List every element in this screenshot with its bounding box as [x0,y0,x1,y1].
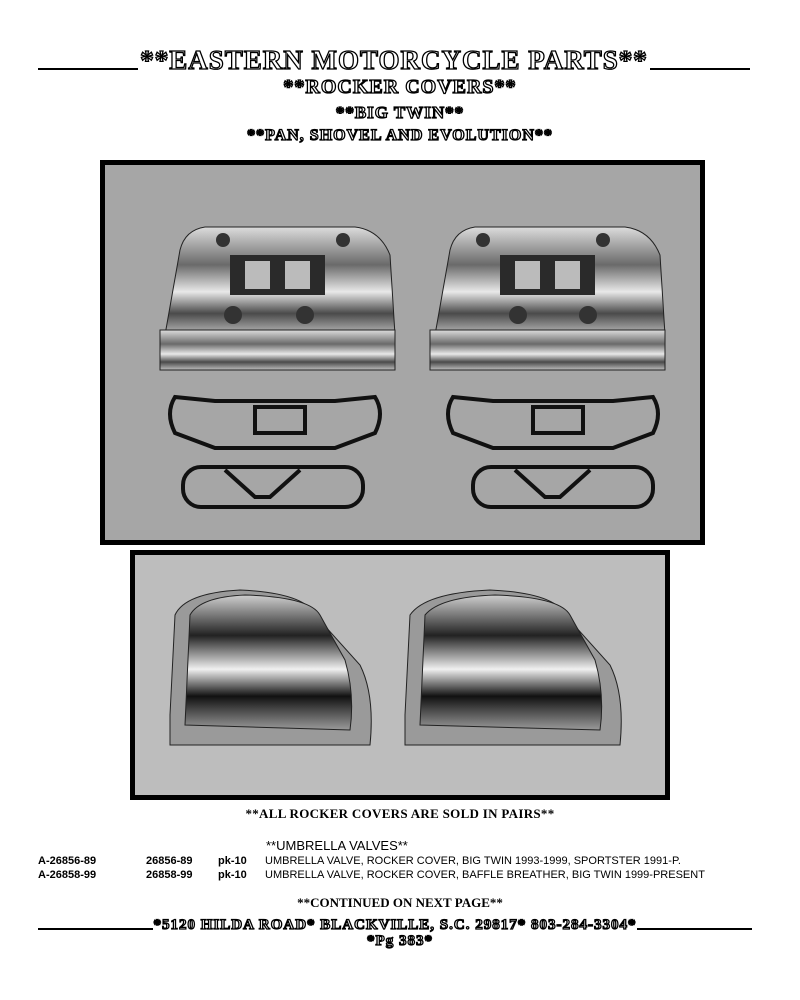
pack-qty: pk-10 [218,869,247,881]
part-description: UMBRELLA VALVE, ROCKER COVER, BAFFLE BREATHER, BIG TWIN 1999-PRESENT [265,869,705,881]
footer-rule-right [637,928,752,930]
baffle-cover-photo [130,550,670,800]
catalog-footer [38,912,752,934]
model-title: **BIG TWIN** [335,103,465,122]
header-rule-right [650,68,750,70]
part-number: A-26858-99 [38,869,97,881]
header-rule-left [38,68,138,70]
engine-title: **PAN, SHOVEL AND EVOLUTION** [247,127,553,144]
company-title: **EASTERN MOTORCYCLE PARTS** [140,45,648,75]
part-number: A-26856-89 [38,855,97,867]
oem-number: 26856-89 [146,855,193,867]
continued-notice: **CONTINUED ON NEXT PAGE** [297,895,503,910]
table-row [38,855,778,869]
sold-in-pairs-notice: **ALL ROCKER COVERS ARE SOLD IN PAIRS** [245,806,555,821]
footer-rule-left [38,928,153,930]
section-title: **UMBRELLA VALVES** [266,838,408,853]
oem-number: 26858-99 [146,869,193,881]
table-row [38,869,778,883]
pack-qty: pk-10 [218,855,247,867]
catalog-header [38,44,750,76]
category-title: **ROCKER COVERS** [283,76,517,98]
part-description: UMBRELLA VALVE, ROCKER COVER, BIG TWIN 1993-1999, SPORTSTER 1991-P. [265,855,681,867]
rocker-cover-photo [100,160,705,545]
page-number: *Pg 383* [367,933,433,949]
company-address: *5120 HILDA ROAD* BLACKVILLE, S.C. 29817* 803-284-3304* [153,917,637,933]
